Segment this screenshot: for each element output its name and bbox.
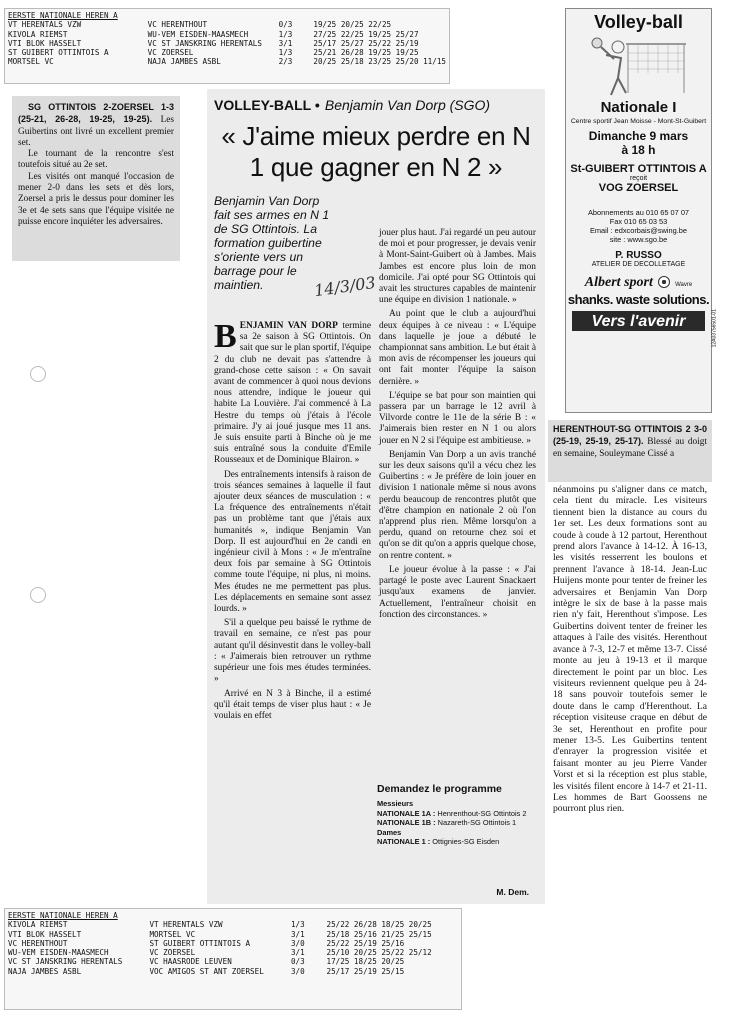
score-cell: 1/3 <box>278 48 293 58</box>
article-lead-paragraph: BENJAMIN VAN DORP termine sa 2e saison à SG Ottintois. On sait que sur le plan sportif, l'équipe 2 du club ne devait pas s'attendre à grand-chose cette saison : « On savait avant de commencer à quoi nous devions nous attendre, indique le joueur qui habite La Louvière. J'ai commencé à La Hestre du temps où j'étais à l'école primaire. J'y ai joué jusque mes 11 ans. Je suis ensuite parti à Binche où je me suis entraîné sous la conduite d'Emile Rousseaux et de Dominique Blairon. » <box>214 318 371 466</box>
score-cell: 1/3 <box>278 29 293 39</box>
sets-cell: 25/17 25/19 25/15 <box>326 966 405 976</box>
sponsor-desc: ATELIER DE DECOLLETAGE <box>591 261 686 268</box>
sets-cell: 20/25 25/18 23/25 25/20 11/15 <box>313 57 446 67</box>
ad-title: Volley-ball <box>594 12 683 32</box>
article-paragraph: Au point que le club a aujourd'hui deux équipes à ce niveau : « L'équipe dans laquelle je joue a débuté le championnat sans ambition. Le but était à mon avis de récompenser les joueurs qui ont fait monter l'équipe la saison dernière. » <box>379 309 536 387</box>
sponsor-russo <box>576 250 701 268</box>
sets-cell: 17/25 18/25 20/25 <box>326 957 405 967</box>
away-team-cell: MORTSEL VC <box>149 929 196 939</box>
home-team-cell: NAJA JAMBES ASBL <box>8 966 82 976</box>
home-team-cell: ST GUIBERT OTTINTOIS A <box>8 48 109 58</box>
article-kicker <box>214 95 490 114</box>
ad-subscriptions: Abonnements au 010 65 07 07 <box>587 208 690 217</box>
sets-cell: 19/25 20/25 22/25 <box>313 20 392 30</box>
away-team-cell: WU-VEM EISDEN-MAASMECH <box>147 29 249 39</box>
ad-date: Dimanche 9 mars <box>588 129 689 143</box>
home-team-cell: MORTSEL VC <box>8 57 54 67</box>
volleyball-ad <box>565 8 717 413</box>
report-intro: Blessé au doigt en semaine, Souleymane Cissé a <box>553 437 708 459</box>
home-team-cell: WU-VEM EISDEN-MAASMECH <box>8 948 109 958</box>
article-lead: Benjamin Van Dorp fait ses armes en N 1 de SG Ottintois. La formation guibertine s'oriente vers un barrage pour le maintien. <box>214 194 330 292</box>
table-row <box>8 30 446 39</box>
report-paragraph: Les visités ont manqué l'occasion de mener 2-0 dans les sets et dès lors, Zoersel a pris le dessus pour dominer les 3e et 4e sets sans que l'équipe visitée ne puisse encore inquiéter les adversaires. <box>18 171 174 227</box>
program-label: NATIONALE 1A : <box>377 808 438 818</box>
ad-site: site : www.sgo.be <box>609 235 668 244</box>
sets-cell: 25/17 25/27 25/22 25/19 <box>313 38 419 48</box>
program-entry: NATIONALE 1B : Nazareth-SG Ottintois 1 <box>377 818 517 828</box>
sponsor-city: Wavre <box>675 282 693 288</box>
results-grid <box>8 920 458 976</box>
article-paragraph: L'équipe se bat pour son maintien qui passera par un barrage le 12 avril à Vilvorde contre le 11e de la série B : « J'aimerais bien rester en N 1 ou alors jouer en N 2 si l'équipe est ambitieuse. » <box>379 390 536 446</box>
kicker-rubric: VOLLEY-BALL • <box>214 97 320 113</box>
sponsor-shanks: shanks. waste solutions. <box>567 292 710 307</box>
report-title: SG OTTINTOIS 2-ZOERSEL 1-3 (25-21, 26-28, 19-25, 19-25). <box>18 102 174 125</box>
results-grid <box>8 20 446 66</box>
away-team-cell: ST GUIBERT OTTINTOIS A <box>149 938 251 948</box>
sets-cell: 25/10 20/25 25/22 25/12 <box>326 948 432 958</box>
table-row <box>8 957 458 966</box>
table-row <box>8 39 446 48</box>
away-team-cell: VC ZOERSEL <box>147 48 194 58</box>
home-team-cell: VC HERENTHOUT <box>8 938 68 948</box>
report-title: HERENTHOUT-SG OTTINTOIS 2 3-0 (25-19, 25-19, 25-17). <box>553 424 707 447</box>
home-team-cell: KIVOLA RIEMST <box>8 920 68 930</box>
article-paragraph: Arrivé en N 3 à Binche, il a estimé qu'il était temps de viser plus haut : « Je voulais en effet <box>214 688 371 721</box>
handwritten-date: 14/3/03 <box>312 272 377 301</box>
home-team-cell: VC ST JANSKRING HERENTALS <box>8 957 123 967</box>
left-report-body <box>18 102 174 149</box>
score-cell: 3/0 <box>290 938 305 948</box>
away-team-cell: VOC AMIGOS ST ANT ZOERSEL <box>149 966 264 976</box>
article-paragraph: jouer plus haut. J'ai regardé un peu autour de moi et pour progresser, je devais venir à Mont-Saint-Guibert où à Jambes. Mais Jambes est encore plus loin de mon domicile. J'ai opté pour SG Ottintois qui avait les structures capables de maintenir une équipe en division 1 nationale. » <box>379 228 536 306</box>
score-cell: 3/1 <box>290 948 305 958</box>
punch-hole <box>30 587 46 603</box>
program-label: NATIONALE 1 : <box>377 837 433 847</box>
right-match-report-body <box>548 484 712 924</box>
home-team-cell: KIVOLA RIEMST <box>8 29 68 39</box>
score-cell: 0/3 <box>290 957 305 967</box>
drop-cap: B <box>214 318 237 355</box>
bottom-results-table <box>4 908 462 1010</box>
table-row <box>8 948 458 957</box>
sets-cell: 25/18 25/16 21/25 25/15 <box>326 929 432 939</box>
away-team-cell: VC ZOERSEL <box>149 948 196 958</box>
signature: M. Dem. <box>496 887 529 897</box>
home-team-cell: VT HERENTALS VZW <box>8 20 82 30</box>
top-results-table <box>4 8 450 84</box>
volleyball-player-illustration <box>566 33 711 99</box>
article-paragraph: Benjamin Van Dorp a un avis tranché sur les deux saisons qu'il a vécu chez les Guibertins : « Je préfère de loin jouer en division 1 nationale même si nous avons perdu beaucoup de rencontres plutôt que d'être champion en nationale 2 où l'on n'apprend plus rien. Même lorsqu'on a perdu, quand on retourne chez soi et qu'on se dit qu'on a appris quelque chose, on rentre content. » <box>379 449 536 561</box>
article-headline: « J'aime mieux perdre en N 1 que gagner en N 2 » <box>221 121 531 182</box>
article-column-2 <box>379 228 536 788</box>
ad-receives: reçoit <box>629 175 648 182</box>
table-row <box>8 57 446 66</box>
score-cell: 3/1 <box>290 929 305 939</box>
table-row <box>8 48 446 57</box>
ad-away-team: VOG ZOERSEL <box>598 182 679 194</box>
program-category: Messieurs <box>377 799 414 808</box>
sets-cell: 25/22 25/19 25/16 <box>326 938 405 948</box>
report-paragraph: Le tournant de la rencontre s'est toutefois situé au 2e set. <box>18 149 174 171</box>
table-title: EERSTE NATIONALE HEREN A <box>8 911 118 920</box>
table-row <box>8 939 458 948</box>
ad-time: à 18 h <box>621 143 656 157</box>
article-paragraph: S'il a quelque peu baissé le rythme de travail en semaine, ce n'est pas pour autant qu'il désinvestit dans le volley-ball : « J'aimerais bien retrouver un rythme supérieur une fois mes études terminées. » <box>214 618 371 685</box>
away-team-cell: NAJA JAMBES ASBL <box>147 57 221 67</box>
sets-cell: 27/25 22/25 19/25 25/27 <box>313 29 419 39</box>
soccer-ball-icon <box>658 276 670 288</box>
table-row <box>8 930 458 939</box>
article-paragraph: Des entraînements intensifs à raison de trois séances semaines à laquelle il faut ajouter deux séances de musculation : « La fréquence des entraînements n'était pas un problème tant que j'étais aux humanités », indique Benjamin Van Dorp. Il est aujourd'hui en 2e candi en ingénieur civil à Mons : « Je m'entraîne deux fois par semaine à SG Ottintois comme toute l'équipe, ni plus, ni moins. Mes études ne me permettent pas plus. Les déplacements en semaine sont assez lourds. » <box>214 469 371 615</box>
program-box <box>371 781 543 901</box>
ad-venue: Centre sportif Jean Moisse - Mont-St-Guibert <box>570 118 707 125</box>
ad-league: Nationale I <box>600 99 677 116</box>
score-cell: 0/3 <box>278 20 293 30</box>
program-category: Dames <box>377 827 402 837</box>
ad-home-team: St-GUIBERT OTTINTOIS A <box>570 163 707 175</box>
table-title: EERSTE NATIONALE HEREN A <box>8 11 118 20</box>
away-team-cell: VC HERENTHOUT <box>147 20 208 30</box>
away-team-cell: VT HERENTALS VZW <box>149 920 223 930</box>
sponsor-logo-text: Albert sport <box>584 275 653 290</box>
program-list <box>371 799 543 847</box>
ad-slogan: Vers l'avenir <box>591 313 686 330</box>
score-cell: 3/0 <box>290 966 305 976</box>
ad-fax: Fax 010 65 03 53 <box>609 217 668 226</box>
ad-slogan-banner <box>572 311 705 331</box>
program-label: NATIONALE 1B : <box>377 818 438 828</box>
article-paragraph: Le joueur évolue à la passe : « J'ai partagé le poste avec Laurent Snackaert jusqu'aux examens de janvier. Actuellement, l'entraîneur choisit en fonction des circonstances. » <box>379 564 536 620</box>
article <box>207 89 545 904</box>
report-paragraph: Les Guibertins ont livré un excellent premier set. <box>18 115 175 148</box>
sets-cell: 25/21 26/28 19/25 19/25 <box>313 48 419 58</box>
sponsor-albert-sport <box>566 271 711 291</box>
table-row <box>8 920 458 929</box>
lead-name: ENJAMIN VAN DORP <box>239 321 338 331</box>
table-row <box>8 20 446 29</box>
ad-vertical-code: 12A03756501-01 <box>711 309 717 348</box>
table-row <box>8 967 458 976</box>
away-team-cell: VC HAASRODE LEUVEN <box>149 957 232 967</box>
article-column-1 <box>214 318 371 901</box>
ad-contact <box>566 208 711 244</box>
away-team-cell: VC ST JANSKRING HERENTALS <box>147 38 262 48</box>
report-paragraph: néanmoins pu s'aligner dans ce match, cela tient du miracle. Les visiteurs tiennent bien la distance au cours du 1er set. Les deux formations sont au coude à coude à 12 partout, Herenthout prend alors l'avance à 14-12. À 16-13, les visités resserrent les boulons et prennent l'avance à 18-14. Jean-Luc Huijens monte pour tenter de freiner les adversaires et Benjamin Van Dorp intègre le six de base à la passe mais rien n'y fait, Herenthout s'impose. Les Guibertins doivent tenter de freiner les attaques à l'aile des visités. Herenthout avance à 7-3, 12-7 et même 13-7. Cissé monte au jeu à 19-13 et il marque directement le point par un bloc. Les visiteurs reviennent quelque peu à 24-18 sans pouvoir toutefois semer le doute dans le camp d'Herenthout. La réception visiteuse craque en début de 3e set, Herenthout en profite pour mener 13-5. Les Guibertins tentent d'enrayer la progression visitée et faisant monter au jeu Pierre Vander Vorst et si la réception est plus stable, les visités filent encore à 14-7 et 21-11. Les hommes de Bart Goossens ne pourront plus rien. <box>553 484 707 815</box>
score-cell: 2/3 <box>278 57 293 67</box>
program-entry: NATIONALE 1 : Ottignies-SG Eisden <box>377 837 500 847</box>
kicker-author: Benjamin Van Dorp (SGO) <box>324 97 491 113</box>
right-match-report-header <box>548 420 712 482</box>
score-cell: 3/1 <box>278 38 293 48</box>
home-team-cell: VTI BLOK HASSELT <box>8 38 82 48</box>
punch-hole <box>30 366 46 382</box>
program-entry: NATIONALE 1A : Henrenthout-SG Ottintois 2 <box>377 808 527 818</box>
ad-email: Email : edxcorbais@swing.be <box>589 226 688 235</box>
program-title: Demandez le programme <box>377 783 502 795</box>
home-team-cell: VTI BLOK HASSELT <box>8 929 82 939</box>
sets-cell: 25/22 26/28 18/25 20/25 <box>326 920 432 930</box>
sponsor-name: P. RUSSO <box>615 250 662 261</box>
left-match-report <box>12 96 180 261</box>
score-cell: 1/3 <box>290 920 305 930</box>
